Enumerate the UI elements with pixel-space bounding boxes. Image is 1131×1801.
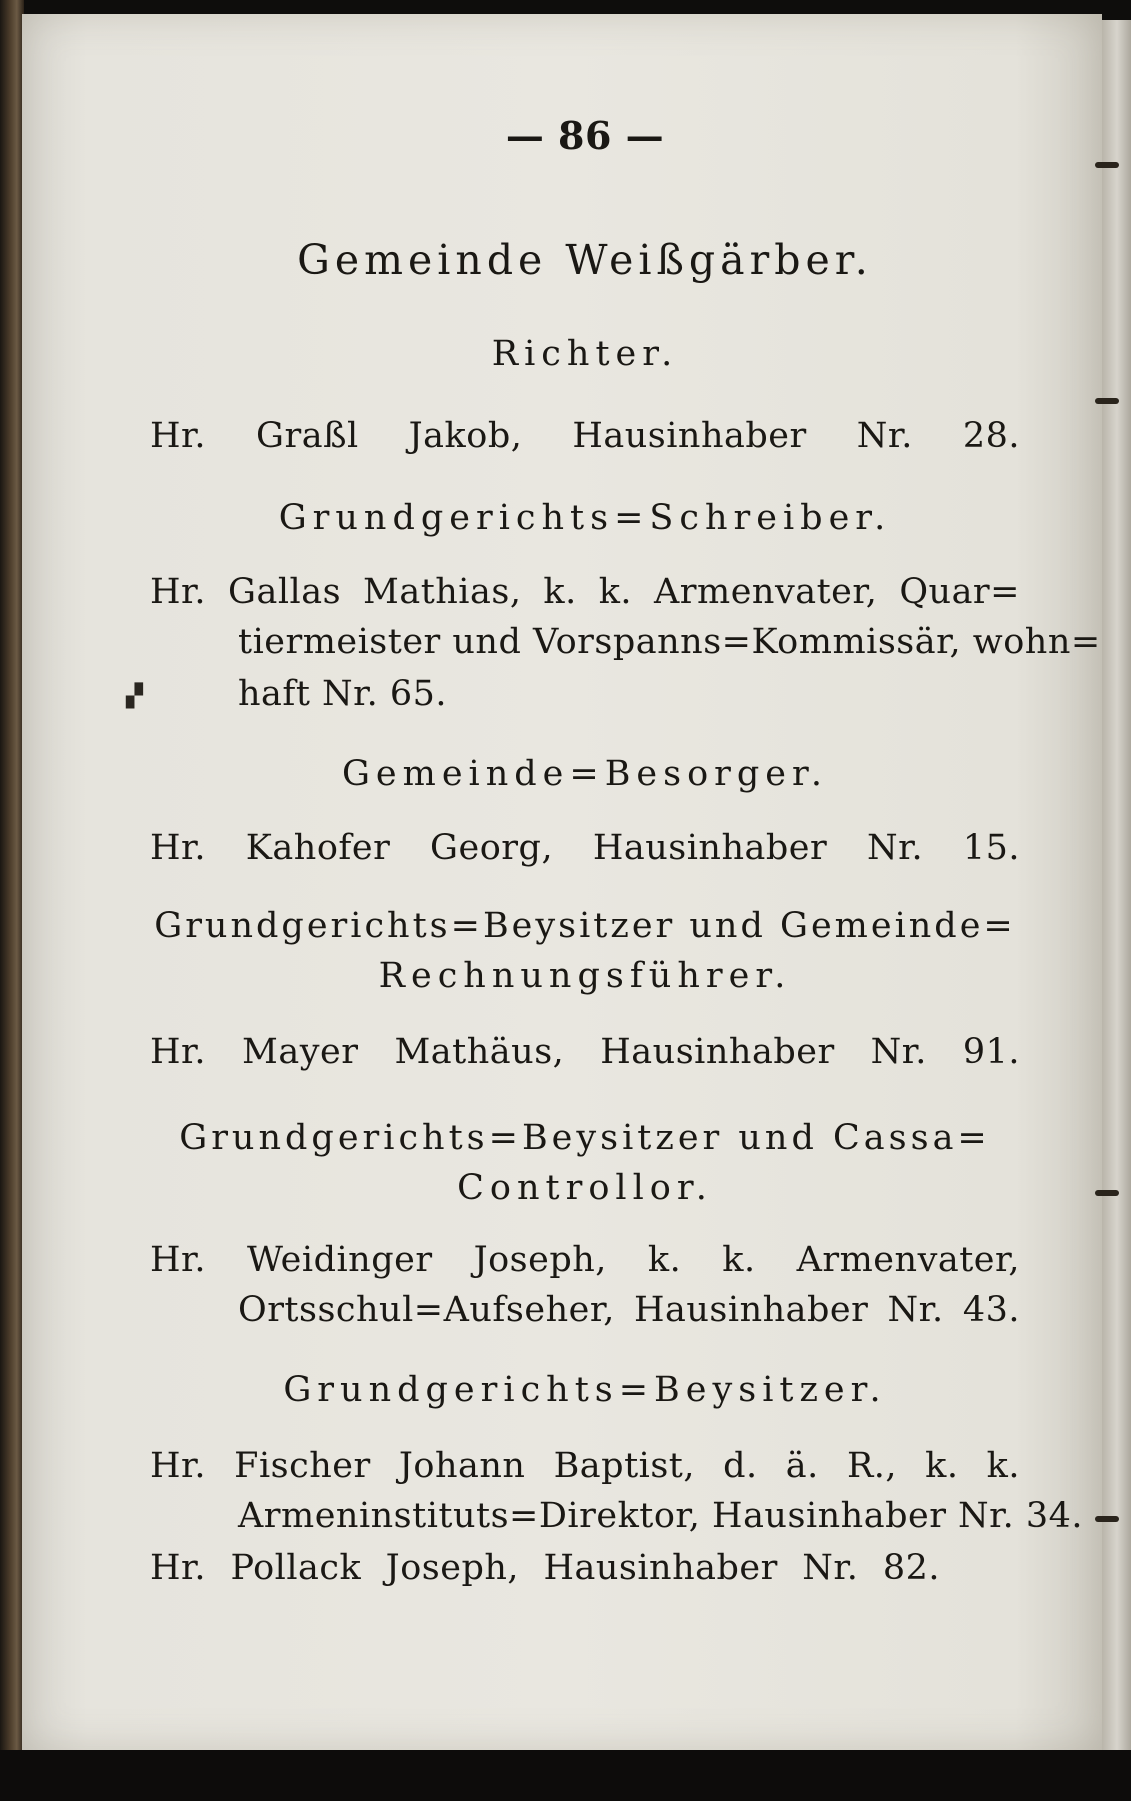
entry-line: haft Nr. 65. [238, 674, 447, 714]
section-heading: Gemeinde=Besorger. [341, 754, 829, 794]
entry-line: Hr. Graßl Jakob, Hausinhaber Nr. 28. [150, 416, 1020, 456]
entry-line: Hr. Fischer Johann Baptist, d. ä. R., k. k. [150, 1446, 1020, 1486]
section-heading: Grundgerichts=Schreiber. [278, 498, 892, 538]
book-spine-edge [0, 0, 24, 1801]
entry-line: Hr. Mayer Mathäus, Hausinhaber Nr. 91. [150, 1032, 1020, 1072]
page-title: Gemeinde Weißgärber. [297, 236, 873, 284]
entry-line: Ortsschul=Aufseher, Hausinhaber Nr. 43. [238, 1290, 1020, 1330]
section-heading: Grundgerichts=Beysitzer und Gemeinde= [154, 906, 1016, 946]
section-heading: Grundgerichts=Beysitzer. [283, 1370, 887, 1410]
entry-line: Hr. Gallas Mathias, k. k. Armenvater, Quar= [150, 572, 1020, 612]
binding-stitch [1095, 162, 1119, 168]
entry-line: Hr. Kahofer Georg, Hausinhaber Nr. 15. [150, 828, 1020, 868]
next-page-edge [1102, 20, 1131, 1750]
binding-stitch [1095, 1190, 1119, 1196]
ink-blot-mark: ▞ [126, 684, 143, 709]
page-number: — 86 — [505, 113, 665, 158]
scan-background [0, 1750, 1131, 1801]
binding-stitch [1095, 1516, 1119, 1522]
entry-line: Hr. Pollack Joseph, Hausinhaber Nr. 82. [150, 1548, 940, 1588]
binding-stitch [1095, 398, 1119, 404]
entry-line: Hr. Weidinger Joseph, k. k. Armenvater, [150, 1240, 1020, 1280]
section-heading: Rechnungsführer. [378, 956, 792, 996]
entry-line: Armeninstituts=Direktor, Hausinhaber Nr. 34. [238, 1496, 1083, 1536]
entry-line: tiermeister und Vorspanns=Kommissär, wohn= [238, 622, 1101, 662]
section-heading: Richter. [491, 334, 679, 374]
section-heading: Grundgerichts=Beysitzer und Cassa= [179, 1118, 991, 1158]
section-heading: Controllor. [457, 1168, 713, 1208]
